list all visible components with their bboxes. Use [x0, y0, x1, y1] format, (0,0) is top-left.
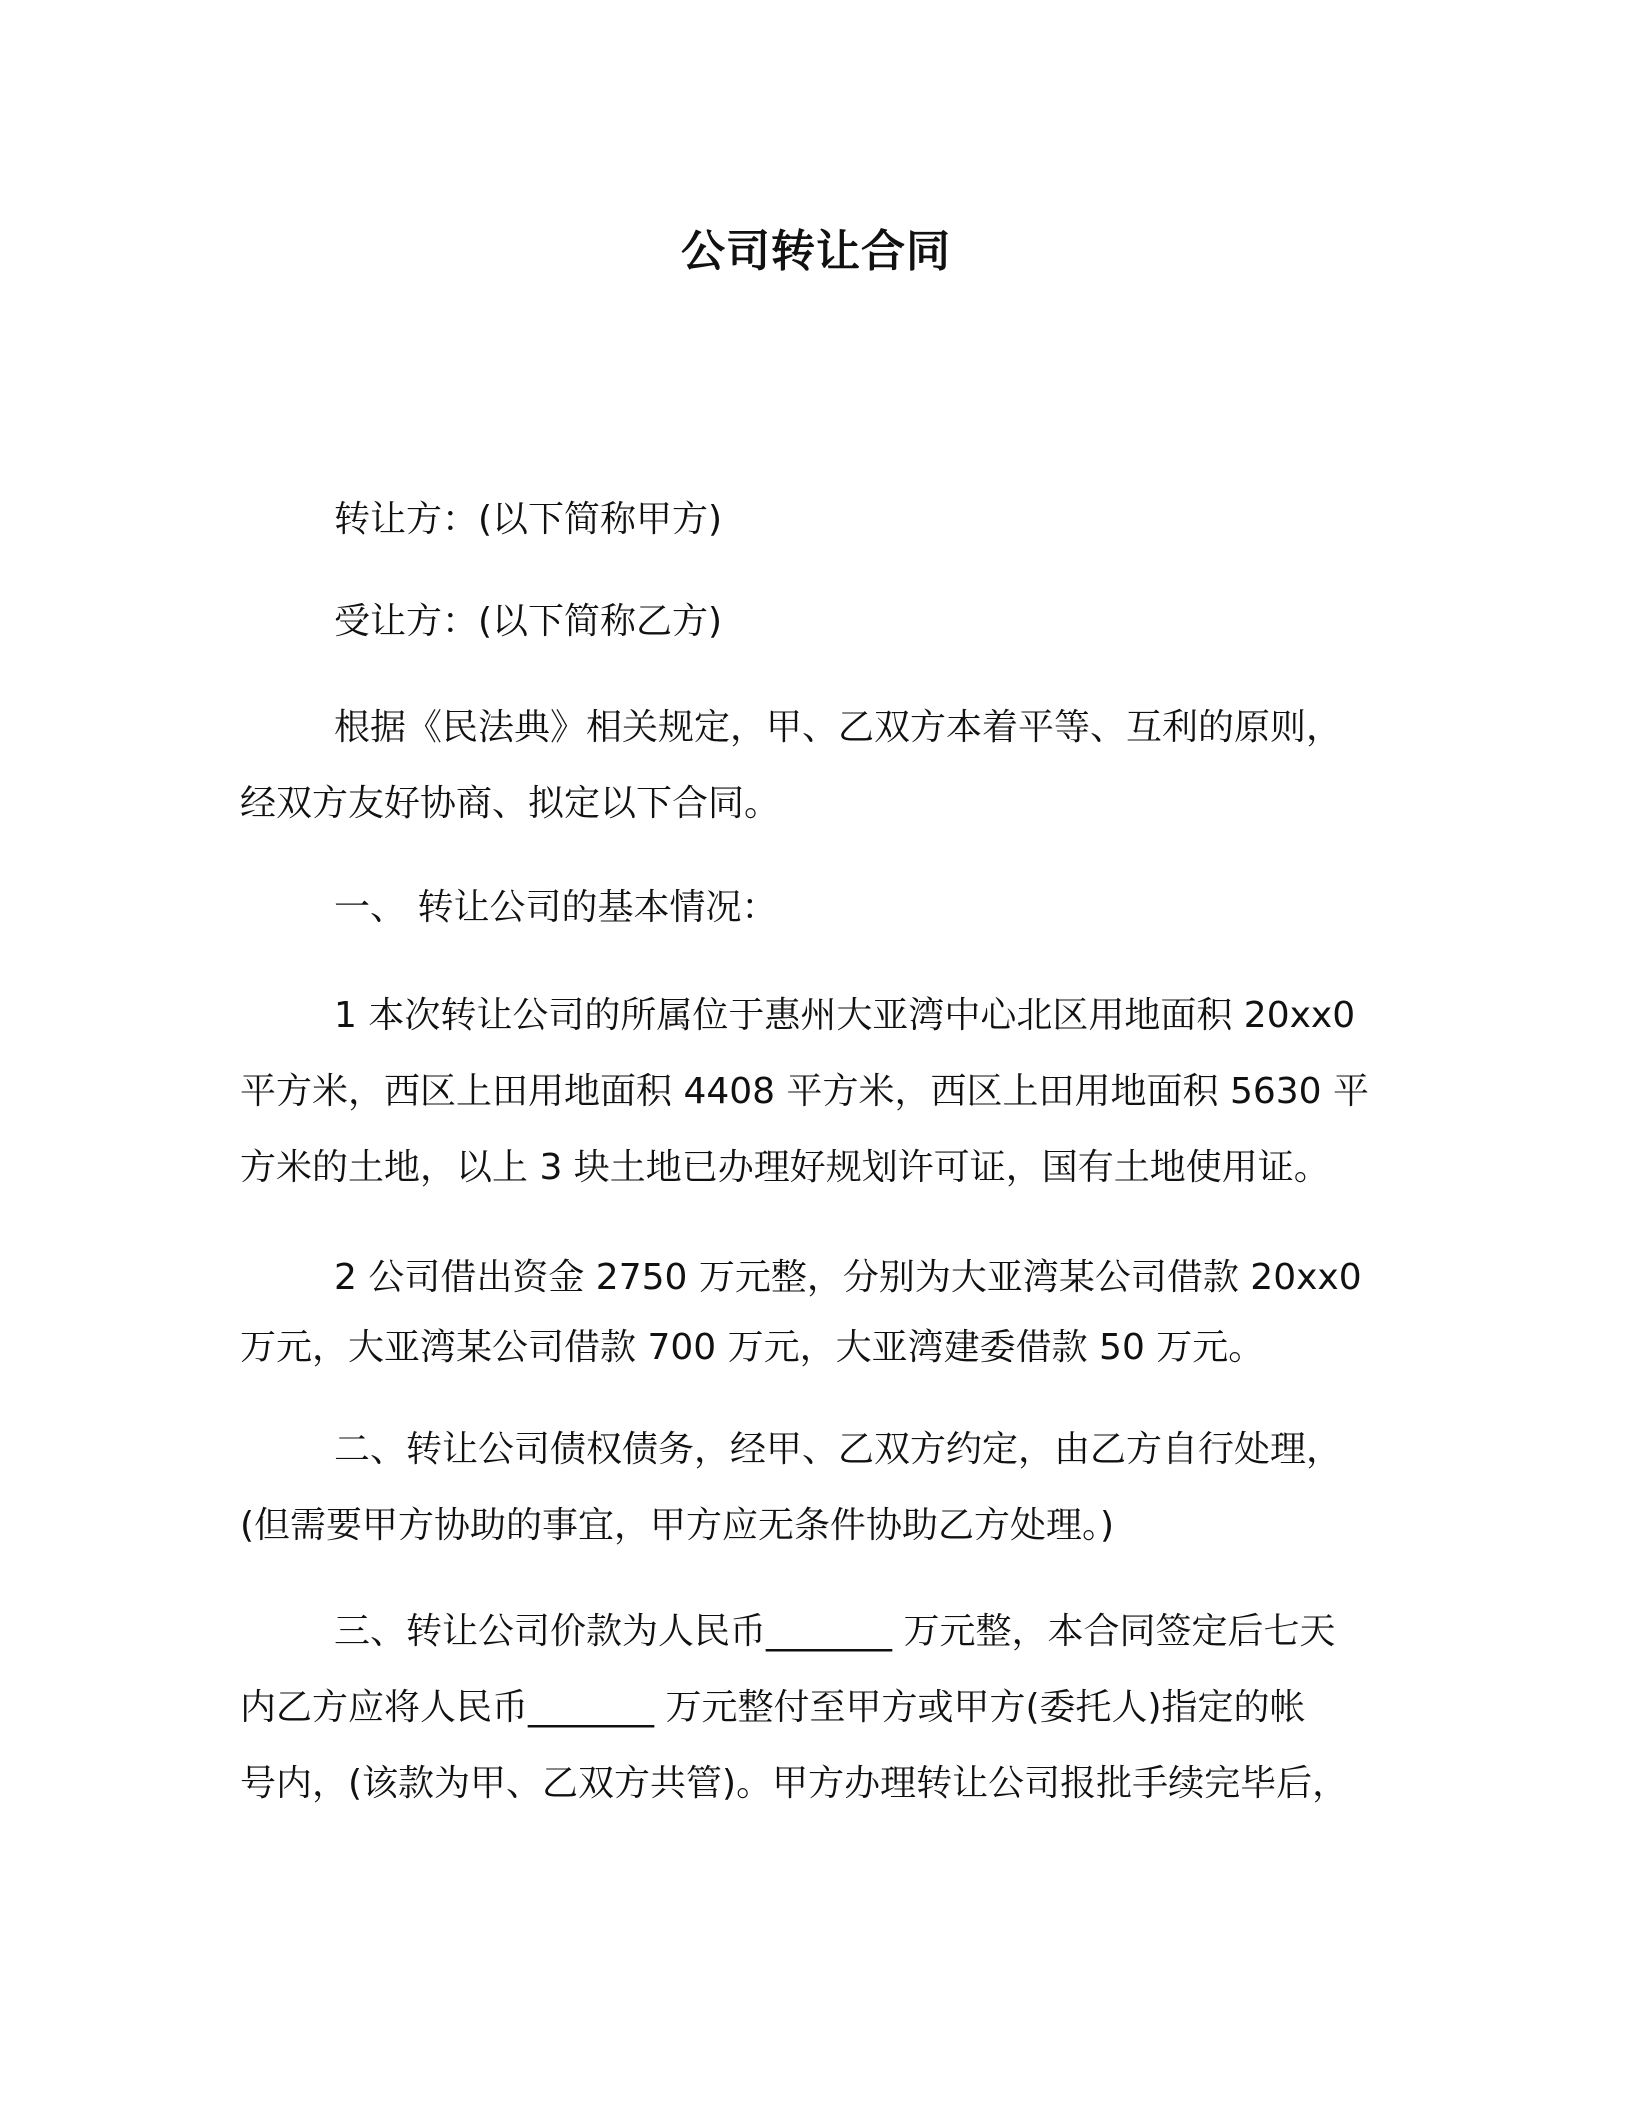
- intro-line-2: 经双方友好协商、拟定以下合同。: [240, 783, 781, 824]
- transferor-line: 转让方：(以下简称甲方): [334, 499, 723, 540]
- document-title: 公司转让合同: [681, 226, 951, 277]
- section2-line-1: 二、转让公司债权债务，经甲、乙双方约定，由乙方自行处理，: [334, 1429, 1343, 1470]
- section1-heading: 一、 转让公司的基本情况：: [334, 887, 778, 928]
- item1-line-1: 1 本次转让公司的所属位于惠州大亚湾中心北区用地面积 20xx0: [334, 995, 1356, 1036]
- item2-line-1: 2 公司借出资金 2750 万元整，分别为大亚湾某公司借款 20xx0: [334, 1257, 1362, 1298]
- transferee-line: 受让方：(以下简称乙方): [334, 601, 723, 642]
- section2-line-2: (但需要甲方协助的事宜，甲方应无条件协助乙方处理。): [240, 1505, 1115, 1546]
- intro-line-1: 根据《民法典》相关规定，甲、乙双方本着平等、互利的原则，: [334, 707, 1343, 748]
- section3-line-3: 号内，(该款为甲、乙双方共管)。甲方办理转让公司报批手续完毕后，: [240, 1763, 1349, 1804]
- section3-line-2: 内乙方应将人民币_______ 万元整付至甲方或甲方(委托人)指定的帐: [240, 1687, 1306, 1728]
- section3-line-1: 三、转让公司价款为人民币_______ 万元整，本合同签定后七天: [334, 1611, 1336, 1652]
- item1-line-2: 平方米，西区上田用地面积 4408 平方米，西区上田用地面积 5630 平: [240, 1071, 1370, 1112]
- item2-line-2: 万元，大亚湾某公司借款 700 万元，大亚湾建委借款 50 万元。: [240, 1327, 1265, 1368]
- item1-line-3: 方米的土地，以上 3 块土地已办理好规划许可证，国有土地使用证。: [240, 1147, 1330, 1188]
